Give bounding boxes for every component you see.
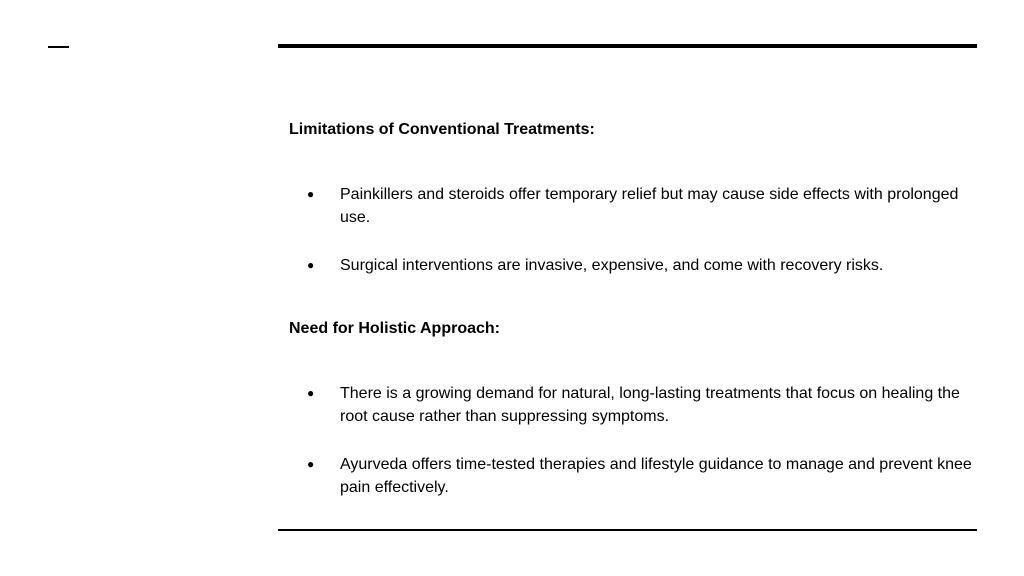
bullet-text: There is a growing demand for natural, long-lasting treatments that focus on healing the root cause rather than suppressing symptoms. [340,385,960,425]
bullet-text: Ayurveda offers time-tested therapies and lifestyle guidance to manage and prevent knee pain effectively. [340,456,972,496]
bullet-icon: ● [307,457,315,471]
bullet-list-holistic [289,382,979,499]
bullet-icon: ● [307,187,315,201]
bullet-icon: ● [307,258,315,272]
bottom-divider-rule [278,529,977,531]
section-heading-limitations: Limitations of Conventional Treatments: [289,121,595,138]
list-item [289,453,979,499]
bullet-icon: ● [307,386,315,400]
top-divider-rule [278,44,977,48]
list-item [289,254,979,277]
section-heading-holistic: Need for Holistic Approach: [289,320,500,337]
bullet-text: Painkillers and steroids offer temporary relief but may cause side effects with prolonged use. [340,186,959,226]
corner-dash-decoration [48,46,69,48]
bullet-text: Surgical interventions are invasive, expensive, and come with recovery risks. [340,257,884,274]
list-item [289,382,979,428]
bullet-list-limitations [289,183,979,277]
list-item [289,183,979,229]
